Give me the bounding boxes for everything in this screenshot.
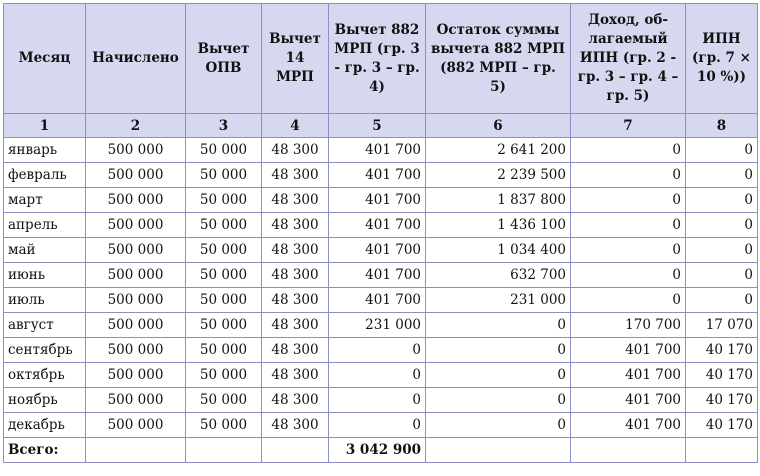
header-ipn: ИПН (гр. 7 × 10 %)): [686, 4, 758, 114]
cell-14mrp: 48 300: [262, 213, 329, 238]
cell-accrued: 500 000: [86, 213, 186, 238]
cell-opv: 50 000: [186, 138, 262, 163]
cell-ipn: 0: [686, 163, 758, 188]
cell-882mrp: 0: [329, 338, 426, 363]
cell-882mrp: 0: [329, 363, 426, 388]
cell-ipn: 0: [686, 213, 758, 238]
cell-ipn: 40 170: [686, 363, 758, 388]
total-cell-empty: [186, 438, 262, 463]
cell-14mrp: 48 300: [262, 313, 329, 338]
cell-opv: 50 000: [186, 263, 262, 288]
header-row: [4, 4, 758, 114]
cell-opv: 50 000: [186, 213, 262, 238]
table-row: [4, 238, 758, 263]
cell-ipn: 0: [686, 188, 758, 213]
cell-882mrp: 231 000: [329, 313, 426, 338]
cell-opv: 50 000: [186, 313, 262, 338]
cell-accrued: 500 000: [86, 313, 186, 338]
cell-ipn: 0: [686, 138, 758, 163]
cell-remainder: 231 000: [426, 288, 571, 313]
cell-accrued: 500 000: [86, 238, 186, 263]
cell-taxable: 0: [571, 138, 686, 163]
cell-taxable: 401 700: [571, 388, 686, 413]
header-taxable-income: Доход, об-лагаемый ИПН (гр. 2 - гр. 3 – гр. 4 – гр. 5): [571, 4, 686, 114]
cell-882mrp: 401 700: [329, 213, 426, 238]
cell-month: август: [4, 313, 86, 338]
cell-ipn: 40 170: [686, 338, 758, 363]
cell-month: декабрь: [4, 413, 86, 438]
header-opv-deduction: Вычет ОПВ: [186, 4, 262, 114]
table-row: [4, 413, 758, 438]
cell-ipn: 40 170: [686, 388, 758, 413]
cell-882mrp: 401 700: [329, 188, 426, 213]
cell-month: сентябрь: [4, 338, 86, 363]
cell-remainder: 1 837 800: [426, 188, 571, 213]
cell-taxable: 0: [571, 163, 686, 188]
cell-taxable: 0: [571, 188, 686, 213]
column-number: 6: [426, 114, 571, 138]
cell-accrued: 500 000: [86, 163, 186, 188]
cell-remainder: 0: [426, 313, 571, 338]
cell-opv: 50 000: [186, 388, 262, 413]
column-number: 8: [686, 114, 758, 138]
cell-ipn: 0: [686, 263, 758, 288]
cell-taxable: 0: [571, 213, 686, 238]
cell-month: март: [4, 188, 86, 213]
cell-882mrp: 401 700: [329, 263, 426, 288]
cell-month: июль: [4, 288, 86, 313]
cell-14mrp: 48 300: [262, 138, 329, 163]
header-remainder: Остаток суммы вычета 882 МРП (882 МРП – гр. 5): [426, 4, 571, 114]
cell-882mrp: 0: [329, 388, 426, 413]
cell-remainder: 2 641 200: [426, 138, 571, 163]
header-882mrp-deduction: Вычет 882 МРП (гр. 3 - гр. 3 – гр. 4): [329, 4, 426, 114]
cell-14mrp: 48 300: [262, 163, 329, 188]
cell-882mrp: 401 700: [329, 138, 426, 163]
column-number-row: [4, 114, 758, 138]
cell-14mrp: 48 300: [262, 388, 329, 413]
total-label: Всего:: [4, 438, 86, 463]
table-row: [4, 388, 758, 413]
header-14mrp-deduction: Вычет 14 МРП: [262, 4, 329, 114]
cell-14mrp: 48 300: [262, 338, 329, 363]
header-accrued: Начислено: [86, 4, 186, 114]
cell-882mrp: 401 700: [329, 238, 426, 263]
cell-14mrp: 48 300: [262, 238, 329, 263]
cell-month: октябрь: [4, 363, 86, 388]
total-cell-empty: [571, 438, 686, 463]
cell-month: июнь: [4, 263, 86, 288]
cell-remainder: 1 034 400: [426, 238, 571, 263]
total-cell-empty: [426, 438, 571, 463]
table-row: [4, 163, 758, 188]
cell-remainder: 0: [426, 413, 571, 438]
cell-accrued: 500 000: [86, 263, 186, 288]
table-row: [4, 363, 758, 388]
cell-remainder: 2 239 500: [426, 163, 571, 188]
cell-taxable: 401 700: [571, 338, 686, 363]
cell-taxable: 0: [571, 288, 686, 313]
cell-taxable: 0: [571, 263, 686, 288]
cell-882mrp: 401 700: [329, 288, 426, 313]
cell-taxable: 401 700: [571, 363, 686, 388]
column-number: 5: [329, 114, 426, 138]
cell-ipn: 0: [686, 288, 758, 313]
header-month: Месяц: [4, 4, 86, 114]
cell-opv: 50 000: [186, 238, 262, 263]
cell-opv: 50 000: [186, 163, 262, 188]
column-number: 4: [262, 114, 329, 138]
table-body: [4, 138, 758, 463]
cell-remainder: 632 700: [426, 263, 571, 288]
cell-14mrp: 48 300: [262, 413, 329, 438]
cell-month: май: [4, 238, 86, 263]
cell-ipn: 40 170: [686, 413, 758, 438]
cell-14mrp: 48 300: [262, 263, 329, 288]
cell-accrued: 500 000: [86, 338, 186, 363]
cell-opv: 50 000: [186, 188, 262, 213]
cell-ipn: 0: [686, 238, 758, 263]
cell-accrued: 500 000: [86, 138, 186, 163]
cell-14mrp: 48 300: [262, 188, 329, 213]
cell-accrued: 500 000: [86, 363, 186, 388]
table-row: [4, 213, 758, 238]
column-number: 2: [86, 114, 186, 138]
cell-opv: 50 000: [186, 413, 262, 438]
cell-882mrp: 0: [329, 413, 426, 438]
table-row: [4, 338, 758, 363]
cell-14mrp: 48 300: [262, 288, 329, 313]
cell-accrued: 500 000: [86, 188, 186, 213]
column-number: 3: [186, 114, 262, 138]
cell-accrued: 500 000: [86, 288, 186, 313]
cell-remainder: 0: [426, 338, 571, 363]
cell-taxable: 401 700: [571, 413, 686, 438]
cell-14mrp: 48 300: [262, 363, 329, 388]
tax-deduction-table: [3, 3, 758, 463]
cell-remainder: 0: [426, 388, 571, 413]
cell-opv: 50 000: [186, 338, 262, 363]
column-number: 7: [571, 114, 686, 138]
cell-month: январь: [4, 138, 86, 163]
total-row: [4, 438, 758, 463]
total-882mrp: 3 042 900: [329, 438, 426, 463]
cell-taxable: 0: [571, 238, 686, 263]
cell-accrued: 500 000: [86, 413, 186, 438]
cell-882mrp: 401 700: [329, 163, 426, 188]
cell-month: ноябрь: [4, 388, 86, 413]
cell-taxable: 170 700: [571, 313, 686, 338]
table-row: [4, 313, 758, 338]
table-row: [4, 138, 758, 163]
total-cell-empty: [86, 438, 186, 463]
column-number: 1: [4, 114, 86, 138]
total-cell-empty: [686, 438, 758, 463]
total-cell-empty: [262, 438, 329, 463]
cell-opv: 50 000: [186, 288, 262, 313]
cell-month: февраль: [4, 163, 86, 188]
cell-remainder: 1 436 100: [426, 213, 571, 238]
cell-remainder: 0: [426, 363, 571, 388]
cell-accrued: 500 000: [86, 388, 186, 413]
cell-month: апрель: [4, 213, 86, 238]
cell-ipn: 17 070: [686, 313, 758, 338]
table-row: [4, 188, 758, 213]
table-row: [4, 288, 758, 313]
cell-opv: 50 000: [186, 363, 262, 388]
table-row: [4, 263, 758, 288]
